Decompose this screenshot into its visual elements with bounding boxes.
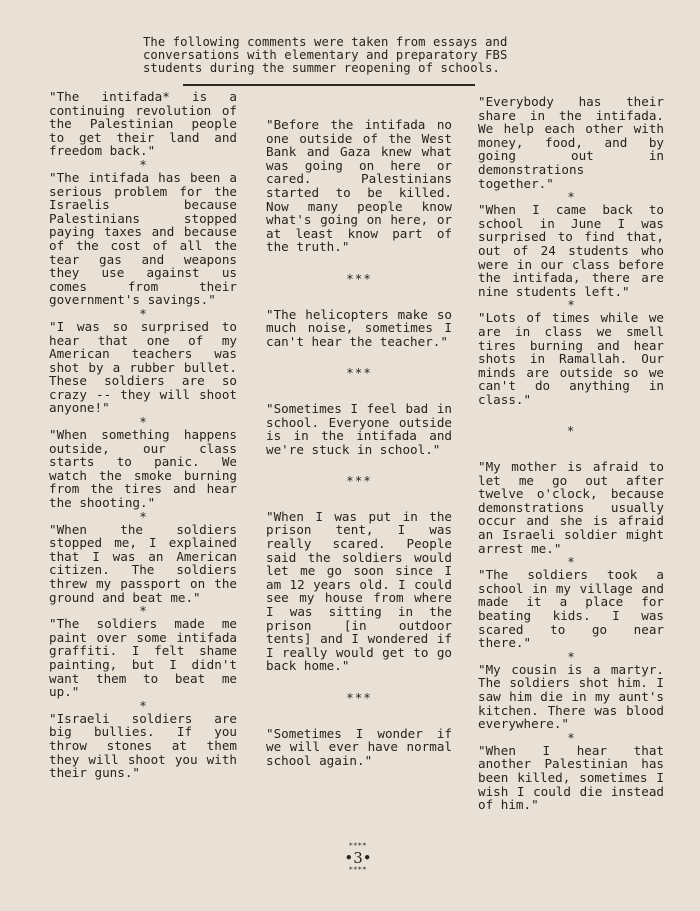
quote: "When I was put in the prison tent, I was really scared. People said the soldiers would let me go soon since I am 12 years old. I could see my house from where I was sitting in the prison [in outdoor tents] and I wondered if I really would get to go back home." (266, 508, 452, 674)
quotes-column-2 (266, 118, 452, 767)
quote: "When the soldiers stopped me, I explained that I was an American citizen. The soldiers threw my passport on the ground and beat me." (49, 521, 237, 605)
quote: "When I came back to school in June I was surprised to find that, out of 24 students who were in our class before the intifada, there are nine students left." (478, 202, 664, 299)
header-rule (183, 84, 475, 86)
quote: "When something happens outside, our class starts to panic. We watch the smoke burning from the tires and hear the shooting." (49, 427, 237, 511)
quote: "Before the intifada no one outside of the West Bank and Gaza knew what was going on here or cared. Palestinians started to be killed. Now many people know what's going on here, or at least know part of the truth." (266, 117, 452, 255)
quote: "Lots of times while we are in class we smell tires burning and hear shots in Ramallah. Our minds are outside so we can't do anything in class." (478, 310, 664, 407)
separator-star: * (567, 189, 575, 205)
separator-star: * (567, 729, 575, 745)
quote: "Sometimes I wonder if we will ever have normal school again." (266, 725, 452, 768)
quote: "My cousin is a martyr. The soldiers shot him. I saw him die in my aunt's kitchen. There was blood everywhere." (478, 661, 664, 732)
separator-stars: *** (346, 270, 372, 286)
quote: "The intifada* is a continuing revolution of the Palestinian people to get their land and freedom back." (49, 89, 237, 159)
quotes-column-1 (49, 90, 237, 780)
separator-star: * (567, 648, 575, 664)
quote: "Everybody has their share in the intifada. We help each other with money, food, and by going out in demonstrations together." (478, 94, 664, 191)
separator-star: * (139, 414, 147, 430)
quote: "I was so surprised to hear that one of my American teachers was shot by a rubber bullet. These soldiers are so crazy -- they will shoot anyone!" (49, 318, 237, 416)
page-number-stars-top: **** (349, 842, 367, 850)
separator-star: * (139, 603, 147, 619)
quote: "Sometimes I feel bad in school. Everyone outside is in the intifada and we're stuck in school." (266, 400, 452, 457)
quote: "The soldiers took a school in my village and made it a place for beating kids. I was scared to go near there." (478, 567, 664, 651)
quote: "Israeli soldiers are big bullies. If you throw stones at them they will shoot you with their guns." (49, 710, 237, 781)
separator-star: * (567, 554, 575, 570)
separator-stars: *** (346, 365, 372, 381)
quote: "The soldiers made me paint over some intifada graffiti. I felt shame painting, but I didn't want them to beat me up." (49, 616, 237, 700)
separator-stars: *** (346, 473, 372, 489)
separator-star: * (567, 297, 575, 313)
quote: "The intifada has been a serious problem for the Israelis because Palestinians stopped paying taxes and because of the cost of all the tear gas and weapons they use against us comes from their government's savings." (49, 169, 237, 308)
separator-star: * (139, 508, 147, 524)
quote: "My mother is afraid to let me go out after twelve o'clock, because demonstrations usually occur and she is afraid an Israeli soldier might arrest me." (478, 459, 664, 556)
separator-star: * (139, 305, 147, 321)
quote: "When I hear that another Palestinian has been killed, sometimes I wish I could die instead of him." (478, 742, 664, 813)
separator-stars: *** (346, 690, 372, 705)
page-number-block (338, 842, 378, 874)
separator-star: * (566, 423, 576, 439)
separator-star: * (139, 697, 147, 713)
quote: "The helicopters make so much noise, sometimes I can't hear the teacher." (266, 306, 452, 349)
page-number-value: 3 (353, 849, 363, 867)
page-number-stars-bottom: **** (349, 866, 367, 874)
intro-paragraph: The following comments were taken from essays and conversations with elementary and preparatory FBS students during the summer reopening of schools. (143, 35, 508, 75)
page-number: •3• (344, 849, 372, 867)
separator-star: * (139, 156, 147, 172)
quotes-column-3 (478, 95, 664, 812)
